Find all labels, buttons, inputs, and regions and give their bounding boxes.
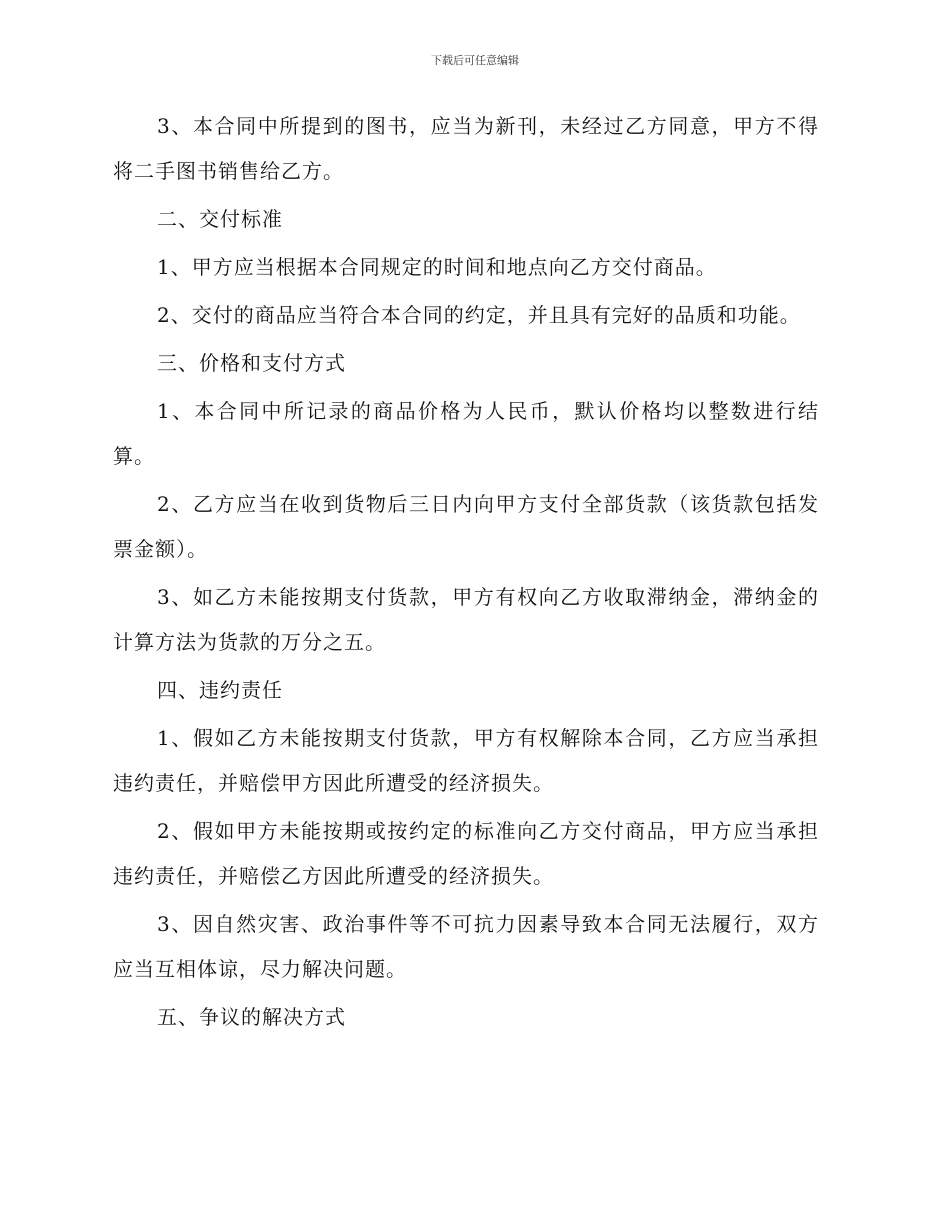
section-heading: 五、争议的解决方式 xyxy=(157,1005,346,1029)
page-header: 下载后可任意编辑 xyxy=(431,54,519,67)
clause-paragraph: 1、甲方应当根据本合同规定的时间和地点向乙方交付商品。 xyxy=(157,255,717,279)
clause-paragraph: 3、因自然灾害、政治事件等不可抗力因素导致本合同无法履行，双方应当互相体谅，尽力解决问题。 xyxy=(113,912,819,981)
clause-paragraph: 2、假如甲方未能按期或按约定的标准向乙方交付商品，甲方应当承担违约责任，并赔偿乙方因此所遭受的经济损失。 xyxy=(113,819,819,888)
clause-paragraph: 3、本合同中所提到的图书，应当为新刊，未经过乙方同意，甲方不得将二手图书销售给乙方。 xyxy=(113,114,819,183)
clause-paragraph: 3、如乙方未能按期支付货款，甲方有权向乙方收取滞纳金，滞纳金的计算方法为货款的万分之五。 xyxy=(113,585,819,654)
clause-paragraph: 1、本合同中所记录的商品价格为人民币，默认价格均以整数进行结算。 xyxy=(113,399,819,468)
section-heading: 三、价格和支付方式 xyxy=(157,351,346,375)
document-body xyxy=(113,104,819,1040)
section-heading: 二、交付标准 xyxy=(157,207,283,231)
clause-paragraph: 2、交付的商品应当符合本合同的约定，并且具有完好的品质和功能。 xyxy=(157,303,801,327)
clause-paragraph: 1、假如乙方未能按期支付货款，甲方有权解除本合同，乙方应当承担违约责任，并赔偿甲方因此所遭受的经济损失。 xyxy=(113,726,819,795)
section-heading: 四、违约责任 xyxy=(157,678,283,702)
clause-paragraph: 2、乙方应当在收到货物后三日内向甲方支付全部货款（该货款包括发票金额）。 xyxy=(113,492,819,561)
